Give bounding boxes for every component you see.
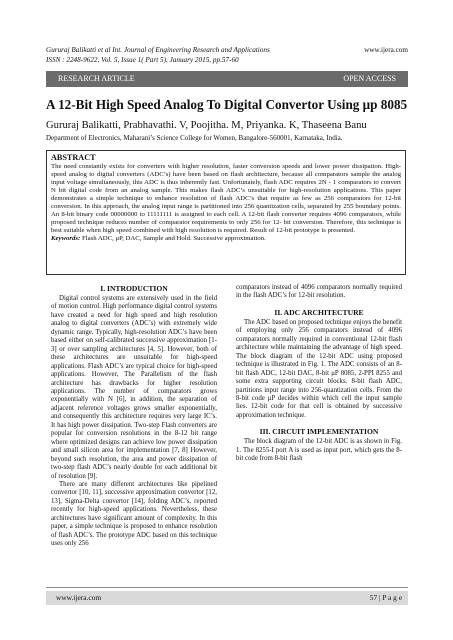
intro-paragraph-continued: comparators instead of 4096 comparators normally required in the flash ADC’s for 12-bit resolution.: [236, 284, 402, 300]
access-label: OPEN ACCESS: [343, 74, 396, 83]
journal-line-2: ISSN : 2248-9622, Vol. 5, Issue 1( Part 5), January 2015, pp.57-60: [46, 56, 239, 64]
section-heading-circuit-implementation: III. CIRCUIT IMPLEMENTATION: [259, 427, 379, 437]
left-column: [51, 284, 217, 549]
article-type-label: RESEARCH ARTICLE: [58, 74, 135, 83]
abstract-box: [46, 150, 406, 275]
right-column: [236, 284, 402, 464]
abstract-heading: ABSTRACT: [51, 153, 96, 162]
page-number: 57 | P a g e: [369, 593, 402, 602]
architecture-paragraph: The ADC based on proposed technique enjoys the benefit of employing only 256 comparators instead of 4096 comparators normally required in conventional 12-bit flash architecture while maintaining the advantage of high speed. The block diagram of the 12-bit ADC using proposed technique is illustrated in Fig. 1. The ADC consists of an 8-bit flash ADC, 12-bit DAC, 8-bit μP 8085, 2-PPI 8255 and some extra supporting circuit blocks. 8-bit flash ADC, partitions input range into 256-quantization cells. From the 8-bit code μP decides within which cell the input sample lies. 12-bit code for that cell is obtained by successive approximation technique.: [236, 318, 402, 419]
keywords-line: [51, 235, 401, 244]
author-list: Gururaj Balikatti, Prabhavathi. V, Poojitha. M, Priyanka. K, Thaseena Banu: [46, 120, 367, 131]
section-heading-introduction: I. INTRODUCTION: [100, 284, 168, 293]
journal-line-1: Gururaj Balikatti et al Int. Journal of Engineering Research and Applications: [46, 46, 270, 54]
keywords-text: Flash ADC, μP, DAC, Sample and Hold. Successive approximation.: [81, 235, 266, 243]
keywords-label: Keywords:: [51, 235, 81, 243]
article-banner: [46, 71, 408, 87]
footer-website-link[interactable]: www.ijera.com: [56, 593, 102, 602]
affiliation: Department of Electronics, Maharani’s Science College for Women, Bangalore-560001, Karnataka, India.: [46, 134, 343, 142]
intro-paragraph-1: Digital control systems are extensively used in the field of motion control. High performance digital control systems have created a need for high speed and high resolution analog to digital converters (ADC’s) with extremely wide dynamic range. Typically, high-resolution ADC’s have been based either on self-calibrated successive approximation [1-3] or over sampling architectures [4, 5]. However, both of these architectures are unsuitable for high-speed applications. Flash ADC’s are typical choice for high-speed applications. However, The Parallelism of the flash architecture has drawbacks for higher resolution applications. The number of comparators grows exponentially with N [6], in addition, the separation of adjacent reference voltages grows smaller exponentially, and consequently this architecture requires very large IC’s. It has high power dissipation. Two-step Flash converters are popular for conversion resolutions in the 8-12 bit range where optimized designs can achieve low power dissipation and small silicon area for implementation [7, 8] However, beyond such resolution, the area and power dissipation of two-step flash ADC’s nearly double for each additional bit of resolution [9].: [51, 295, 217, 480]
intro-paragraph-2: There are many different architectures like pipelined convertor [10, 11], successive approximation convertor [12, 13], Sigma-Delta convertor [14], folding ADC’s, reported recently for high-speed applications. Nevertheless, these architectures have significant amount of complexity. In this paper, a simple technique is proposed to enhance resolution of flash ADC’s. The prototype ADC based on this technique uses only 256: [51, 480, 217, 548]
paper-title: A 12-Bit High Speed Analog To Digital Convertor Using μp 8085: [46, 97, 408, 112]
section-heading-adc-architecture: II. ADC ARCHITECTURE: [274, 307, 364, 317]
circuit-paragraph: The block diagram of the 12-bit ADC is as shown in Fig. 1. The 8255-I port A is used as input port, which gets the 8-bit code from 8-bit flash: [236, 438, 402, 463]
abstract-text: The need constantly exists for converters with higher resolution, faster conversion speeds and lower power dissipation. High-speed analog to digital converters (ADC’s) have been based on flash architecture, because all comparators sample the analog input voltage simultaneously, this ADC is thus inherently fast. Unfortunately, flash ADC requires 2N - 1 comparators to convert N bit digital code from an analog sample. This makes flash ADC’s unsuitable for high-resolution applications. This paper demonstrates a simple technique to enhance resolution of flash ADC’s that require as few as 256 comparators for 12-bit conversion. In this approach, the analog input range is partitioned into 256 quantization cells, separated by 255 boundary points. An 8-bit binary code 00000000 to 11111111 is assigned to each cell. A 12-bit flash converter requires 4096 comparators, while proposed technique reduces number of comparator requirements to only 256 for 12- bit conversion. Therefore, this technique is best suitable when high speed combined with high resolution is required. Result of 12-bit prototype is presented.: [51, 163, 401, 235]
page-footer: [46, 591, 408, 605]
footer-divider: [46, 587, 408, 588]
journal-header: [46, 45, 408, 65]
header-website-link[interactable]: www.ijera.com: [364, 46, 408, 54]
